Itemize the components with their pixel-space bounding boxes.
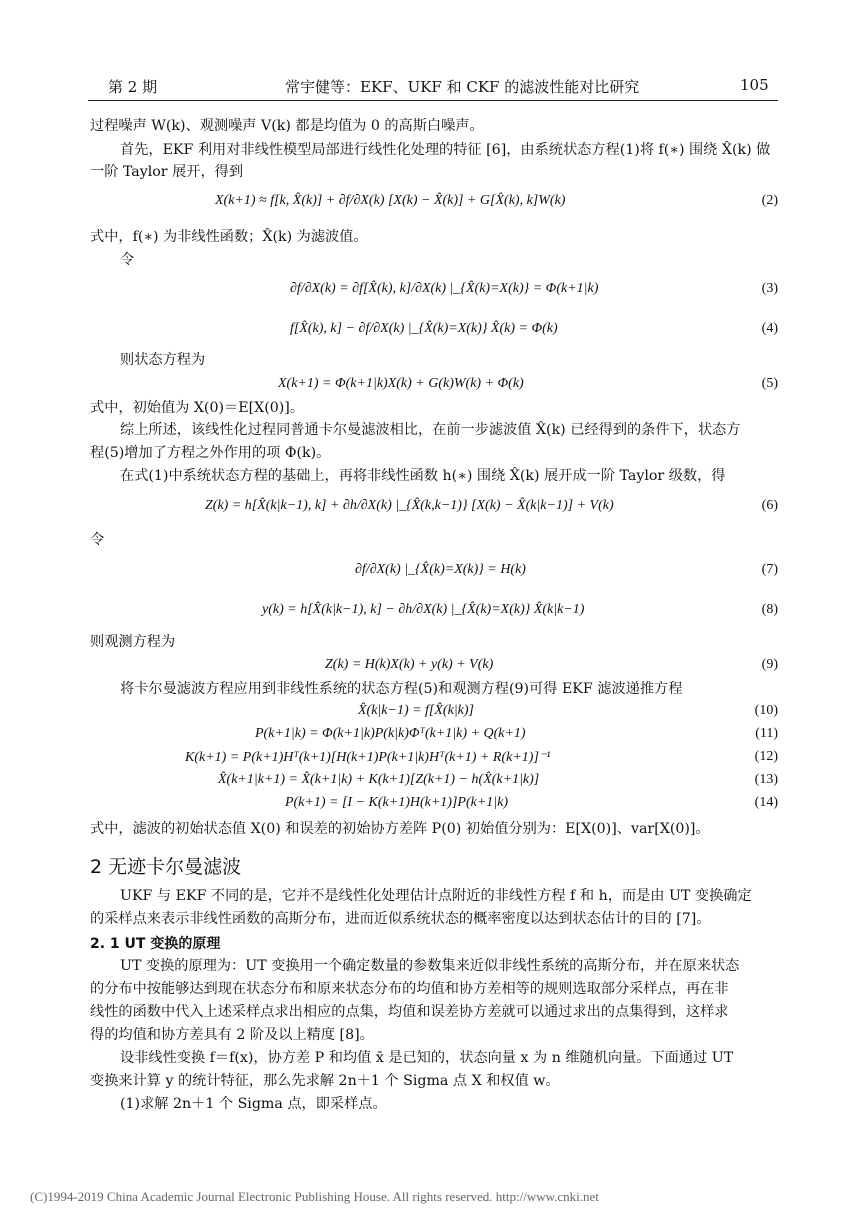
paragraph: 综上所述，该线性化过程同普通卡尔曼滤波相比，在前一步滤波值 X̂(k) 已经得到的条件下，状态方 (120, 422, 741, 438)
equation: X(k+1) ≈ f[k, X̂(k)] + ∂f/∂X(k) [X(k) − X̂(k)] + G[X̂(k), k]W(k) (215, 193, 566, 208)
equation-number: (11) (755, 726, 778, 741)
paragraph: 则观测方程为 (90, 634, 176, 650)
equation-number: (2) (761, 193, 778, 208)
equation: P(k+1|k) = Φ(k+1|k)P(k|k)Φᵀ(k+1|k) + Q(k+1) (255, 726, 526, 741)
paragraph: 的分布中按能够达到现在状态分布和原来状态分布的均值和协方差相等的规则选取部分采样点，再在非 (90, 981, 729, 997)
equation: K(k+1) = P(k+1)Hᵀ(k+1)[H(k+1)P(k+1|k)Hᵀ(k+1) + R(k+1)]⁻¹ (185, 750, 551, 765)
section-heading: 2 无迹卡尔曼滤波 (90, 856, 242, 878)
equation-number: (6) (761, 498, 778, 513)
paragraph: 设非线性变换 f＝f(x)，协方差 P 和均值 x̄ 是已知的，状态向量 x 为 n 维随机向量。下面通过 UT (120, 1050, 734, 1066)
equation: P(k+1) = [I − K(k+1)H(k+1)]P(k+1|k) (285, 795, 509, 810)
equation: Z(k) = H(k)X(k) + y(k) + V(k) (325, 657, 494, 672)
equation: X̂(k|k−1) = f[X̂(k|k)] (358, 703, 474, 718)
equation: ∂f/∂X(k) |_{X̂(k)=X(k)} = H(k) (355, 562, 526, 577)
equation-number: (12) (754, 749, 778, 764)
subsection-heading: 2. 1 UT 变换的原理 (90, 936, 221, 952)
paragraph: UT 变换的原理为：UT 变换用一个确定数量的参数集来近似非线性系统的高斯分布，并在原来状态 (120, 958, 740, 974)
paragraph: 变换来计算 y 的统计特征，那么先求解 2n＋1 个 Sigma 点 X 和权值 w。 (90, 1073, 560, 1089)
paragraph: 式中，滤波的初始状态值 X(0) 和误差的初始协方差阵 P(0) 初始值分别为：E[X(0)]、var[X(0)]。 (90, 821, 710, 837)
paragraph: 首先，EKF 利用对非线性模型局部进行线性化处理的特征 [6]，由系统状态方程(1)将 f(∗) 围绕 X̂(k) 做 (120, 142, 771, 158)
equation-number: (14) (754, 795, 778, 810)
equation-number: (3) (761, 281, 778, 296)
header-rule (88, 100, 778, 101)
equation-number: (9) (761, 657, 778, 672)
paragraph: 式中，初始值为 X(0)＝E[X(0)]。 (90, 400, 305, 416)
equation-number: (8) (761, 602, 778, 617)
running-title: 常宇健等：EKF、UKF 和 CKF 的滤波性能对比研究 (285, 78, 640, 96)
equation: Z(k) = h[X̂(k|k−1), k] + ∂h/∂X(k) |_{X̂(k,k−1)} [X(k) − X̂(k|k−1)] + V(k) (205, 498, 614, 513)
paragraph: 则状态方程为 (120, 352, 206, 368)
equation: ∂f/∂X(k) = ∂f[X̂(k), k]/∂X(k) |_{X̂(k)=X(k)} = Φ(k+1|k) (290, 281, 599, 296)
paragraph: 一阶 Taylor 展开，得到 (90, 164, 244, 180)
paragraph: 线性的函数中代入上述采样点求出相应的点集，均值和误差协方差就可以通过求出的点集得到，这样求 (90, 1004, 729, 1020)
equation-number: (4) (761, 321, 778, 336)
equation: f[X̂(k), k] − ∂f/∂X(k) |_{X̂(k)=X(k)} X̂(k) = Φ(k) (290, 321, 558, 336)
equation: X(k+1) = Φ(k+1|k)X(k) + G(k)W(k) + Φ(k) (278, 376, 524, 391)
paragraph: 的采样点来表示非线性函数的高斯分布，进而近似系统状态的概率密度以达到状态估计的目的 [7]。 (90, 911, 711, 927)
paragraph: 令 (120, 252, 135, 268)
equation-number: (13) (754, 772, 778, 787)
paragraph: 过程噪声 W(k)、观测噪声 V(k) 都是均值为 0 的高斯白噪声。 (90, 118, 484, 134)
paragraph: 式中，f(∗) 为非线性函数；X̂(k) 为滤波值。 (90, 229, 368, 245)
copyright-footer: (C)1994-2019 China Academic Journal Electronic Publishing House. All rights reserved. http://www.cnki.net (30, 1189, 599, 1204)
equation: X̂(k+1|k+1) = X̂(k+1|k) + K(k+1)[Z(k+1) − h(X̂(k+1|k)] (218, 772, 540, 787)
paragraph: UKF 与 EKF 不同的是，它并不是线性化处理估计点附近的非线性方程 f 和 h，而是由 UT 变换确定 (120, 888, 752, 904)
paragraph: 将卡尔曼滤波方程应用到非线性系统的状态方程(5)和观测方程(9)可得 EKF 滤波递推方程 (120, 681, 683, 697)
paragraph: 程(5)增加了方程之外作用的项 Φ(k)。 (90, 445, 331, 461)
paragraph: 得的均值和协方差具有 2 阶及以上精度 [8]。 (90, 1027, 374, 1043)
paragraph: 令 (90, 532, 105, 548)
equation-number: (7) (761, 562, 778, 577)
page-number: 105 (740, 76, 769, 94)
paragraph: (1)求解 2n＋1 个 Sigma 点，即采样点。 (120, 1096, 387, 1112)
equation: y(k) = h[X̂(k|k−1), k] − ∂h/∂X(k) |_{X̂(k)=X(k)} X̂(k|k−1) (262, 602, 585, 617)
equation-number: (5) (761, 376, 778, 391)
journal-issue: 第 2 期 (108, 78, 158, 96)
paragraph: 在式(1)中系统状态方程的基础上，再将非线性函数 h(∗) 围绕 X̂(k) 展开成一阶 Taylor 级数，得 (120, 468, 726, 484)
equation-number: (10) (754, 703, 778, 718)
